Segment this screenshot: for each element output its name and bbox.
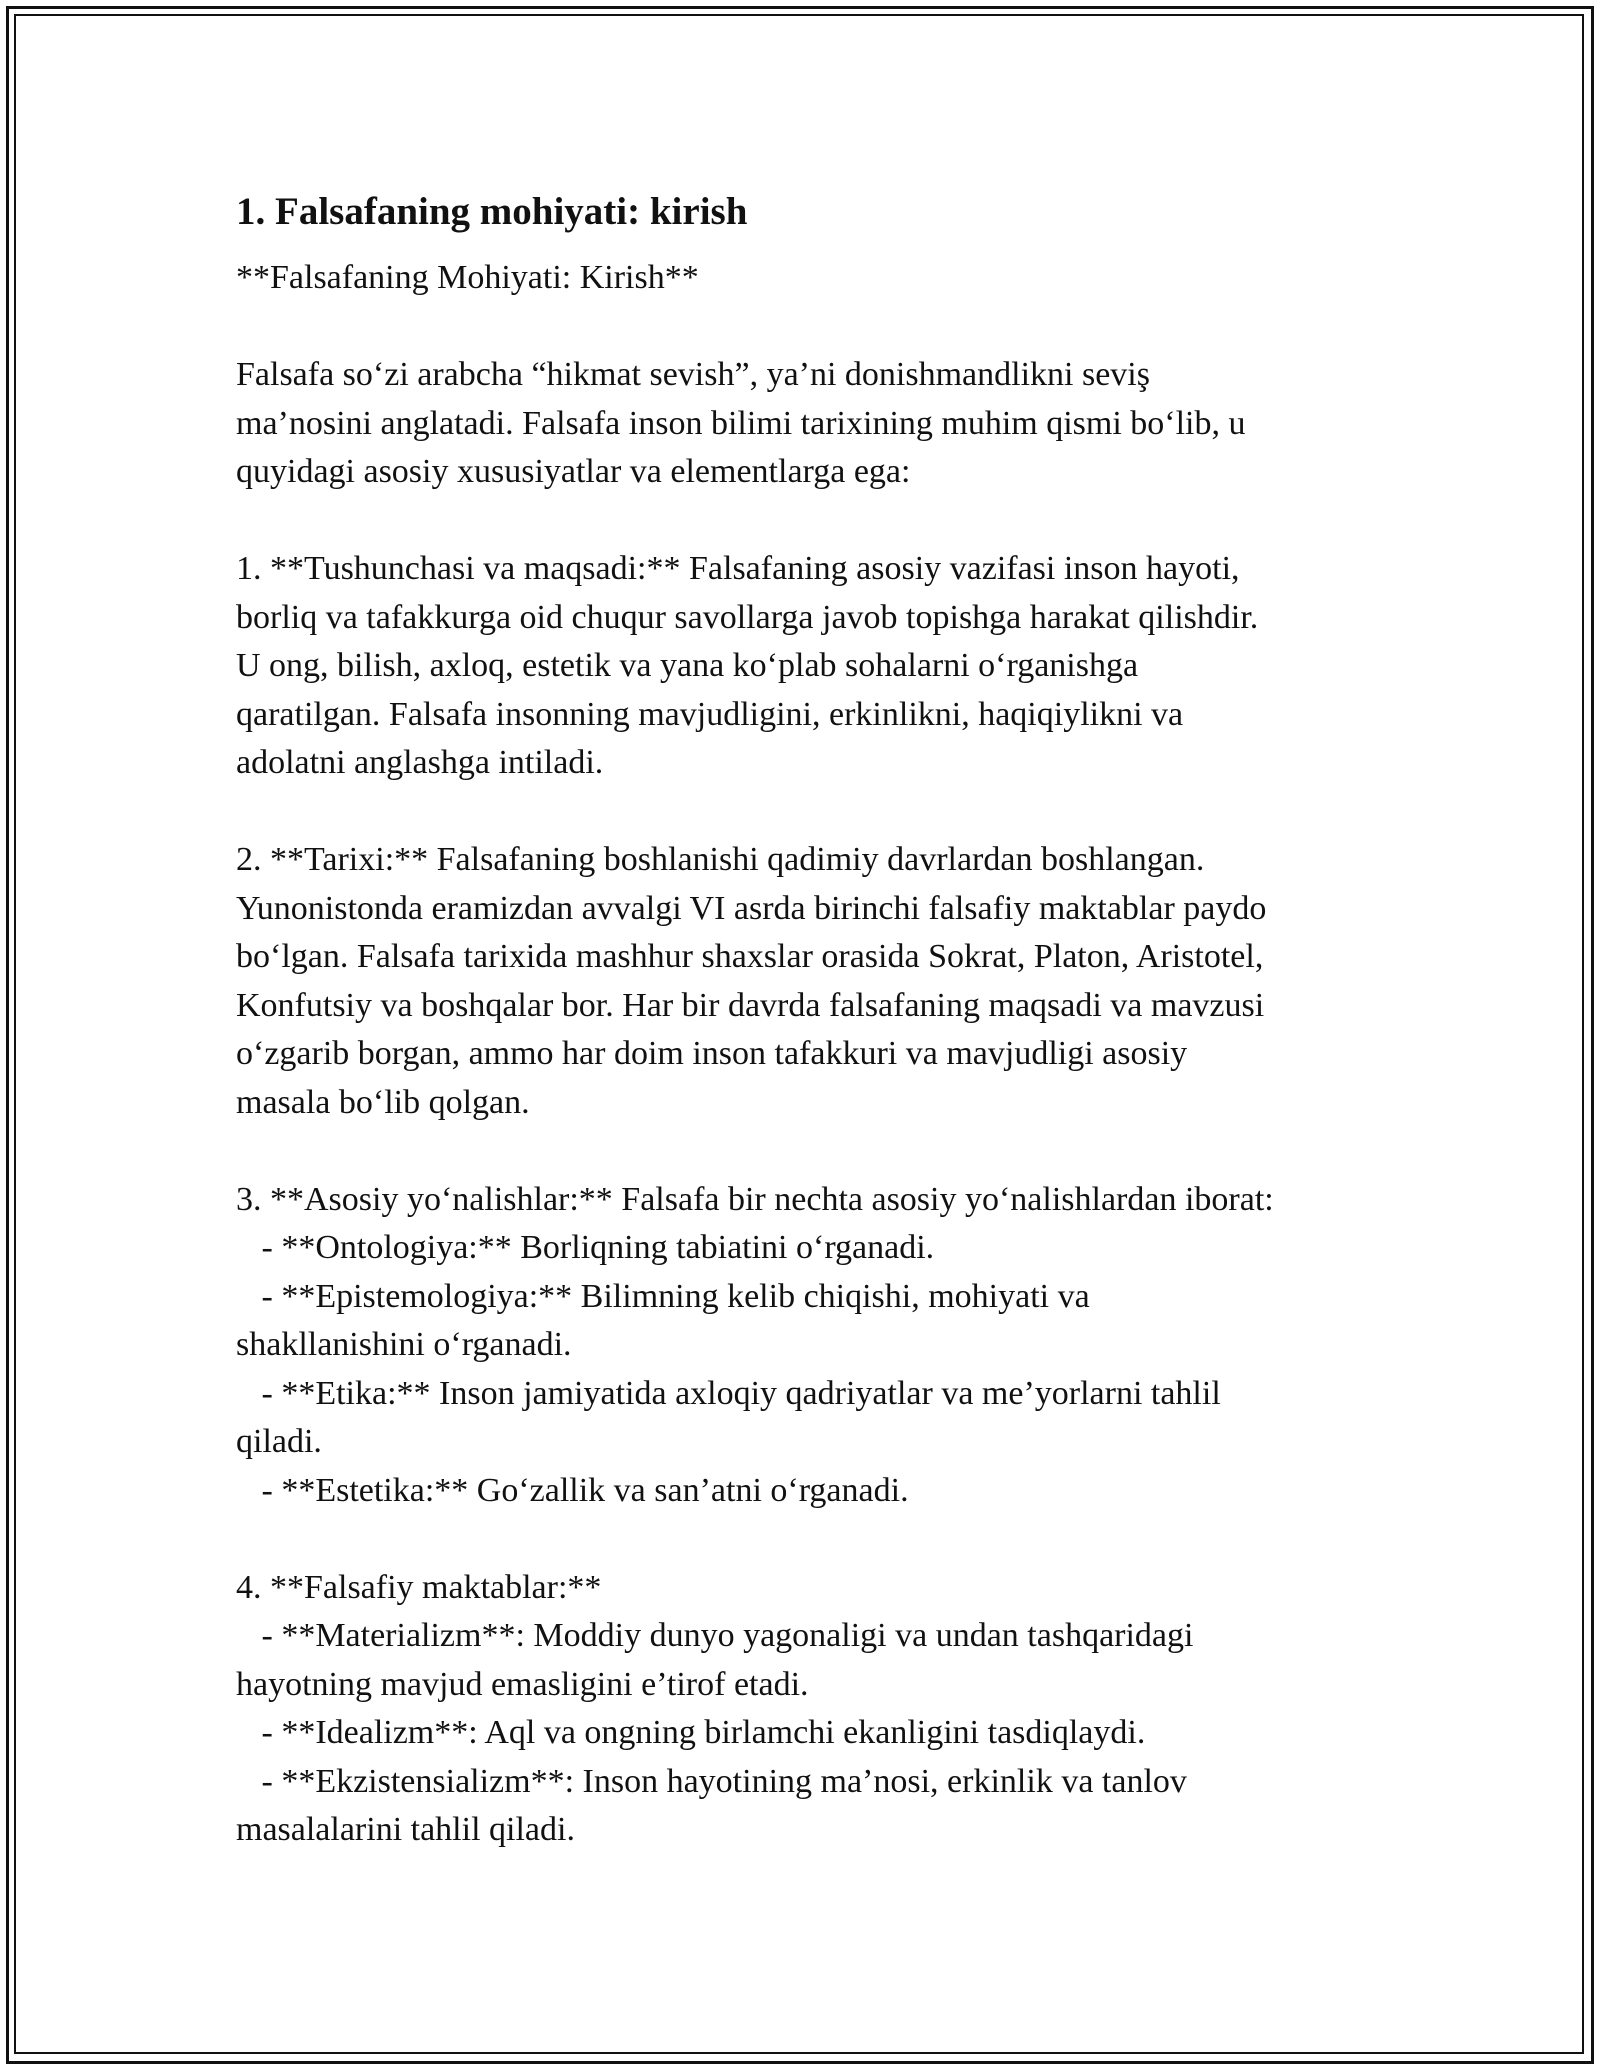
text-line: qaratilgan. Falsafa insonning mavjudligini, erkinlikni, haqiqiylikni va: [236, 695, 1184, 733]
text-line: 3. **Asosiy yo‘nalishlar:** Falsafa bir nechta asosiy yo‘nalishlardan iborat:: [236, 1180, 1274, 1218]
text-line: o‘zgarib borgan, ammo har doim inson tafakkuri va mavjudligi asosiy: [236, 1035, 1188, 1072]
text-line: masalalarini tahlil qiladi.: [236, 1811, 575, 1848]
text-line: U ong, bilish, axloq, estetik va yana ko‘plab sohalarni o‘rganishga: [236, 647, 1139, 684]
text-line: 2. **Tarixi:** Falsafaning boshlanishi qadimiy davrlardan boshlangan.: [236, 841, 1205, 878]
text-line: shakllanishini o‘rganadi.: [236, 1326, 572, 1363]
text-line: hayotning mavjud emasligini e’tirof etadi.: [236, 1665, 809, 1703]
text-line: 1. **Tushunchasi va maqsadi:** Falsafaning asosiy vazifasi inson hayoti,: [236, 550, 1240, 587]
text-line: Konfutsiy va boshqalar bor. Har bir davrda falsafaning maqsadi va mavzusi: [236, 986, 1265, 1024]
text-line: borliq va tafakkurga oid chuqur savollarga javob topishga harakat qilishdir.: [236, 598, 1259, 636]
text-line: bo‘lgan. Falsafa tarixida mashhur shaxslar orasida Sokrat, Platon, Aristotel,: [236, 938, 1264, 975]
text-line: - **Materializm**: Moddiy dunyo yagonaligi va undan tashqaridagi: [236, 1617, 1194, 1654]
text-line: - **Estetika:** Go‘zallik va san’atni o‘rganadi.: [236, 1471, 909, 1509]
text-line: Yunonistonda eramizdan avvalgi VI asrda birinchi falsafiy maktablar paydo: [236, 889, 1267, 927]
text-line: adolatni anglashga intiladi.: [236, 744, 604, 781]
document-text: [236, 254, 1376, 1855]
text-line: **Falsafaning Mohiyati: Kirish**: [236, 259, 699, 296]
document-body: [236, 184, 1376, 1855]
blank-line: [236, 497, 1376, 546]
document-title: 1. Falsafaning mohiyati: kirish: [236, 190, 748, 233]
text-line: - **Epistemologiya:** Bilimning kelib chiqishi, mohiyati va: [236, 1277, 1090, 1315]
text-line: 4. **Falsafiy maktablar:**: [236, 1568, 602, 1606]
text-line: - **Etika:** Inson jamiyatida axloqiy qadriyatlar va me’yorlarni tahlil: [236, 1374, 1221, 1412]
text-line: - **Idealizm**: Aql va ongning birlamchi ekanligini tasdiqlaydi.: [236, 1714, 1146, 1751]
text-line: masala bo‘lib qolgan.: [236, 1083, 530, 1121]
text-line: Falsafa so‘zi arabcha “hikmat sevish”, ya’ni donishmandlikni seviş: [236, 356, 1150, 393]
text-line: - **Ontologiya:** Borliqning tabiatini o‘rganadi.: [236, 1229, 935, 1266]
blank-line: [236, 303, 1376, 352]
blank-line: [236, 1127, 1376, 1176]
text-line: - **Ekzistensializm**: Inson hayotining ma’nosi, erkinlik va tanlov: [236, 1762, 1187, 1800]
blank-line: [236, 788, 1376, 837]
text-line: ma’nosini anglatadi. Falsafa inson bilimi tarixining muhim qismi bo‘lib, u: [236, 404, 1246, 442]
text-line: qiladi.: [236, 1423, 322, 1460]
blank-line: [236, 1515, 1376, 1564]
text-line: quyidagi asosiy xususiyatlar va elementlarga ega:: [236, 453, 911, 490]
